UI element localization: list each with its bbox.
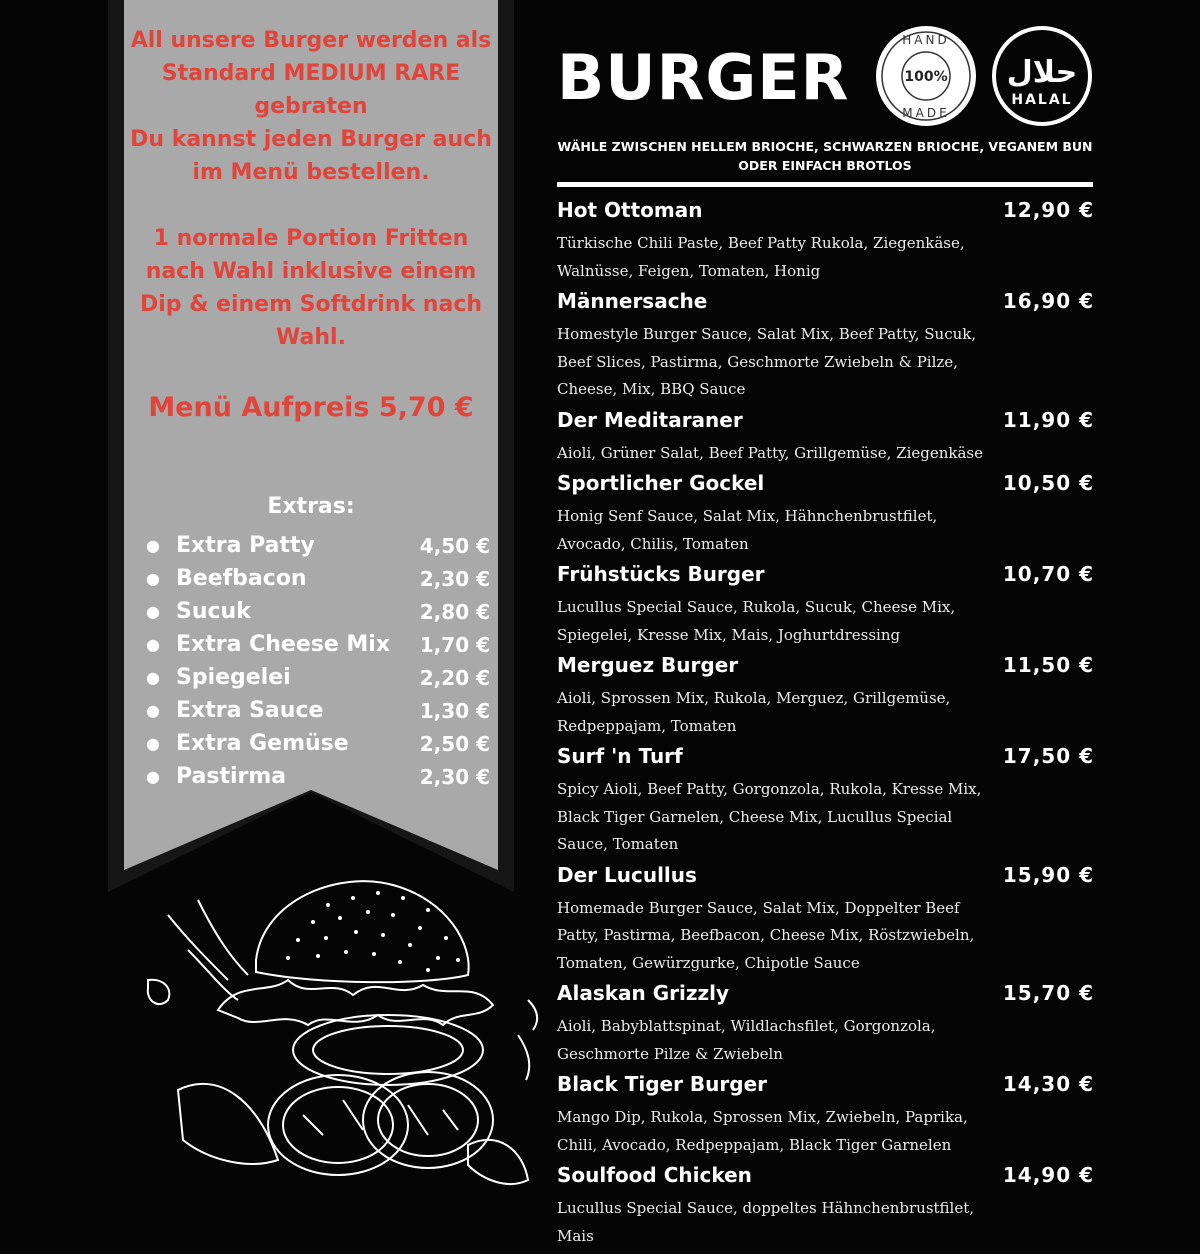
item-description: Türkische Chili Paste, Beef Patty Rukola, Ziegenkäse, Walnüsse, Feigen, Tomaten, Honig — [557, 234, 965, 280]
item-name: Soulfood Chicken — [557, 1163, 752, 1187]
extra-item — [146, 661, 490, 694]
menu-item — [557, 471, 1094, 558]
item-description: Aioli, Sprossen Mix, Rukola, Merguez, Grillgemüse, Redpeppajam, Tomaten — [557, 689, 951, 735]
tomato-slice-right — [363, 1072, 493, 1168]
bullet-icon: ● — [146, 767, 160, 786]
extra-name: Extra Gemüse — [176, 731, 349, 756]
item-name: Sportlicher Gockel — [557, 471, 765, 495]
bullet-icon: ● — [146, 635, 160, 654]
extra-price: 2,30 € — [419, 764, 490, 789]
item-description: Homestyle Burger Sauce, Salat Mix, Beef Patty, Sucuk, Beef Slices, Pastirma, Geschmorte Zwiebeln & Pilze, Cheese, Mix, BBQ Sauce — [557, 325, 977, 398]
item-price: 10,50 € — [1002, 471, 1094, 495]
item-price: 11,90 € — [1002, 407, 1094, 432]
item-name: Black Tiger Burger — [557, 1072, 768, 1096]
item-description: Homemade Burger Sauce, Salat Mix, Doppelter Beef Patty, Pastirma, Beefbacon, Cheese Mix, Röstzwiebeln, Tomaten, Gewürzgurke, Chipotle Sauce — [557, 898, 975, 972]
extra-price: 2,20 € — [419, 665, 490, 690]
page-title: BURGER — [557, 41, 850, 114]
menu-item — [557, 562, 1094, 649]
item-description: Lucullus Special Sauce, Rukola, Sucuk, Cheese Mix, Spiegelei, Kresse Mix, Mais, Joghurtdressing — [557, 598, 956, 644]
bun-top — [256, 881, 469, 982]
cooking-note: All unsere Burger werden als Standard MEDIUM RARE gebraten Du kannst jeden Burger auch im Menü bestellen. — [130, 28, 492, 185]
extra-item — [146, 595, 490, 628]
halal-label: HALAL — [1011, 92, 1073, 108]
extra-price: 2,80 € — [419, 599, 490, 624]
extra-name: Beefbacon — [176, 566, 307, 591]
extra-name: Sucuk — [176, 599, 251, 624]
menu-item — [557, 981, 1094, 1068]
menu-item — [557, 863, 1094, 978]
menu-item — [557, 198, 1094, 285]
bullet-icon: ● — [146, 536, 160, 555]
item-price: 14,30 € — [1002, 1072, 1094, 1096]
handmade-top-text: HAND — [902, 33, 950, 47]
menu-surcharge: Menü Aufpreis 5,70 € — [148, 392, 474, 423]
item-name: Hot Ottoman — [557, 198, 703, 222]
extra-name: Extra Sauce — [176, 698, 324, 723]
item-price: 12,90 € — [1002, 198, 1094, 222]
extra-price: 2,50 € — [419, 731, 490, 756]
extra-name: Pastirma — [176, 764, 287, 789]
menu-item — [557, 653, 1094, 740]
sesame-seeds — [286, 891, 460, 972]
item-description: Honig Senf Sauce, Salat Mix, Hähnchenbrustfilet, Avocado, Chilis, Tomaten — [557, 507, 938, 553]
bun-choice-subtitle: WÄHLE ZWISCHEN HELLEM BRIOCHE, SCHWARZEN BRIOCHE, VEGANEM BUN ODER EINFACH BROTLOS — [557, 139, 1093, 173]
item-name: Der Meditaraner — [557, 407, 743, 432]
leaf-fragment — [148, 980, 170, 1004]
onion-ring-inner — [313, 1026, 463, 1074]
item-price: 16,90 € — [1002, 289, 1094, 313]
extra-item — [146, 727, 490, 760]
item-price: 15,70 € — [1002, 981, 1094, 1005]
extra-price: 4,50 € — [419, 533, 490, 558]
bullet-icon: ● — [146, 668, 160, 687]
extra-price: 1,30 € — [419, 698, 490, 723]
item-description: Aioli, Babyblattspinat, Wildlachsfilet, Gorgonzola, Geschmorte Pilze & Zwiebeln — [557, 1017, 936, 1063]
item-name: Männersache — [557, 289, 708, 313]
burger-menu-list — [557, 198, 1094, 1254]
bullet-icon: ● — [146, 569, 160, 588]
menu-item — [557, 408, 1094, 468]
item-name: Der Lucullus — [557, 862, 697, 887]
item-description: Lucullus Special Sauce, doppeltes Hähnchenbrustfilet, Mais — [557, 1199, 975, 1245]
extra-item — [146, 628, 490, 661]
bullet-icon: ● — [146, 701, 160, 720]
item-description: Mango Dip, Rukola, Sprossen Mix, Zwiebeln, Paprika, Chili, Avocado, Redpeppajam, Black Tiger Garnelen — [557, 1108, 968, 1154]
item-name: Surf 'n Turf — [557, 744, 683, 768]
divider — [557, 182, 1093, 187]
extra-price: 2,30 € — [419, 566, 490, 591]
handmade-center-text: 100% — [904, 69, 948, 85]
bullet-icon: ● — [146, 602, 160, 621]
item-price: 17,50 € — [1002, 744, 1094, 768]
item-price: 14,90 € — [1002, 1163, 1094, 1187]
item-name: Frühstücks Burger — [557, 562, 765, 586]
leaf-bottom-right — [468, 1140, 528, 1184]
menu-item — [557, 289, 1094, 404]
item-price: 10,70 € — [1002, 562, 1094, 586]
item-price: 11,50 € — [1002, 653, 1094, 677]
burger-illustration — [128, 860, 568, 1200]
menu-note: 1 normale Portion Fritten nach Wahl inklusive einem Dip & einem Softdrink nach Wahl. — [139, 226, 483, 350]
item-name: Alaskan Grizzly — [557, 981, 730, 1005]
leaf-bottom-left — [178, 1084, 278, 1164]
menu-item — [557, 1163, 1094, 1250]
item-name: Merguez Burger — [557, 653, 739, 677]
extra-name: Spiegelei — [176, 665, 291, 690]
item-description: Spicy Aioli, Beef Patty, Gorgonzola, Rukola, Kresse Mix, Black Tiger Garnelen, Cheese Mix, Lucullus Special Sauce, Tomaten — [557, 780, 982, 853]
handmade-bottom-text: MADE — [902, 106, 950, 120]
extras-list — [146, 529, 490, 793]
tomato-slice — [268, 1075, 408, 1175]
item-description: Aioli, Grüner Salat, Beef Patty, Grillgemüse, Ziegenkäse — [557, 443, 983, 462]
handmade-badge — [874, 24, 978, 128]
extra-item — [146, 529, 490, 562]
extra-item — [146, 562, 490, 595]
menu-item — [557, 1072, 1094, 1159]
halal-badge — [990, 24, 1094, 128]
extra-name: Extra Cheese Mix — [176, 632, 391, 657]
extra-price: 1,70 € — [419, 632, 490, 657]
leaf-fragment-right — [518, 1000, 537, 1080]
halal-arabic-text: حلال — [1006, 55, 1078, 90]
leaf-sprigs — [168, 900, 248, 1000]
extras-title: Extras: — [267, 494, 355, 519]
tomato-slice-inner — [283, 1087, 393, 1163]
extra-item — [146, 694, 490, 727]
extra-name: Extra Patty — [176, 533, 315, 558]
menu-item — [557, 744, 1094, 859]
item-price: 15,90 € — [1002, 862, 1094, 887]
extra-item — [146, 760, 490, 793]
lettuce — [218, 980, 493, 1025]
bullet-icon: ● — [146, 734, 160, 753]
